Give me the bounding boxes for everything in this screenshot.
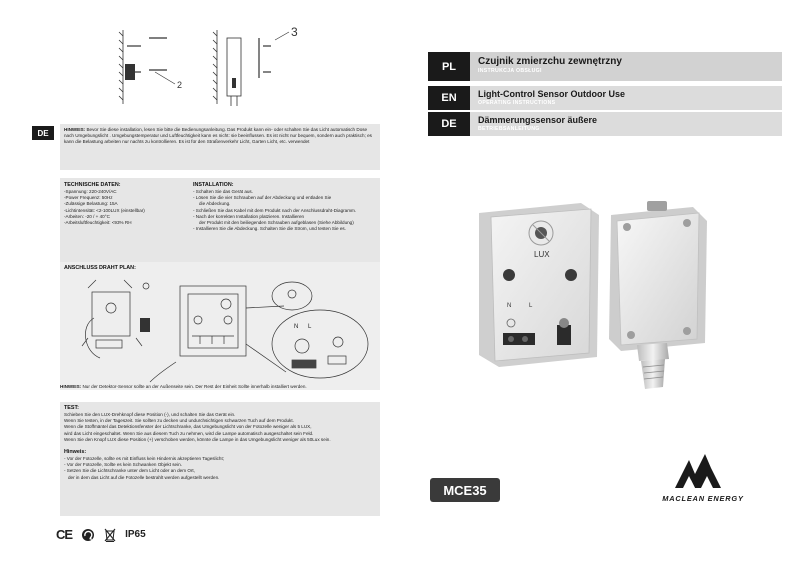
lang-title: Dämmerungssensor äußere — [478, 115, 598, 125]
install-steps — [193, 182, 378, 232]
notes-title: Hinweis: — [64, 449, 87, 456]
ip65-mark: IP65 — [125, 529, 146, 540]
lang-row-de — [428, 112, 782, 136]
tech-item: -Arbeitsluftfeuchtigkeit: <93% RH — [64, 220, 132, 226]
weee-bin-icon — [104, 528, 116, 542]
model-badge: MCE35 — [430, 478, 500, 502]
right-page — [401, 0, 802, 567]
wall-left — [119, 30, 123, 104]
intro-panel — [60, 124, 380, 170]
mounting-figure — [105, 22, 315, 112]
sensor-lid-closed — [609, 201, 707, 389]
test-title: TEST: — [64, 405, 79, 411]
de-section-tag: DE — [32, 126, 54, 140]
install-item: - Nach der korrekten Installation platzieren. Installieren — [193, 213, 305, 219]
maclean-logo-icon — [633, 448, 773, 494]
install-title: INSTALLATION: — [193, 182, 234, 188]
tech-item: -Lichtintensität: <2-100LUX (einstellbar) — [64, 207, 145, 213]
lang-code: DE — [428, 112, 470, 136]
tech-item: -Zulässige Belastung: 15A — [64, 201, 118, 207]
install-item: - Schließen Sie das Kabel mit dem Produkt nach der Anschlussdraht-Diagramm. — [193, 207, 357, 213]
note-line: der in dem das Licht auf die Fotozelle bestrahlt werden aufgestellt werden. — [68, 474, 220, 480]
tech-item: -Arbeiten: -20 / + 40°C — [64, 213, 110, 219]
lux-label: LUX — [534, 250, 550, 259]
sensor-back-left — [125, 64, 135, 80]
brand-logo — [633, 448, 773, 508]
lang-code: PL — [428, 52, 470, 81]
lang-code: EN — [428, 86, 470, 110]
install-item: - Lösen Sie die vier Schrauben auf der Abdeckung und entladen Sie — [193, 195, 332, 201]
lang-row-pl — [428, 52, 782, 81]
terminal-n-label: N — [507, 303, 512, 309]
install-item: - Schalten Sie das Gerät aus. — [193, 189, 254, 194]
tech-item: -Power Frequenz: 50Hz — [64, 195, 113, 201]
lang-row-en — [428, 86, 782, 110]
lang-title: Light-Control Sensor Outdoor Use — [478, 89, 625, 99]
figure-label-3: 3 — [291, 25, 298, 39]
install-item: - Installieren Sie die Abdeckung. Schalten Sie die Strom, und testen Sie es. — [193, 226, 346, 232]
diagram-title: ANSCHLUSS DRAHT PLAN: — [64, 265, 136, 271]
terminal-l-label: L — [529, 303, 533, 309]
lang-subtitle: OPERATING INSTRUCTIONS — [478, 100, 556, 106]
screw-set-right — [259, 38, 271, 78]
sensor-board — [180, 286, 246, 356]
wiring-diagram — [80, 278, 370, 386]
test-line: Schieben Sie den LUX-Drehknopf diese Position (-), und schalten Sie das Gerät ein. — [64, 412, 236, 417]
detail-bubble — [272, 310, 368, 378]
recycle-icon — [81, 528, 95, 542]
wall-right — [213, 30, 217, 104]
note-line: - Setzen Sie die Lichtschranke unter dem Licht oder an dem Ort, — [64, 468, 195, 474]
hinweis-note: HINWEIS: Nur der Detektor-Sensor sollte an der Außenseite sein. Der Rest der Einheit Sollte innerhalb installiert werden. — [60, 384, 307, 389]
certification-marks — [56, 527, 146, 542]
product-photo — [461, 195, 711, 395]
ce-mark: CE — [56, 527, 73, 542]
cable-gland — [637, 343, 669, 361]
tech-item: -Spannung: 220-240V/AC — [64, 189, 117, 194]
junction-box-left — [92, 292, 130, 336]
intro-text: HINWEIS: Bevor Sie diese installation, lesen Sie bitte die Bedienungsanleitung. Das Produkt kann ein- oder schalten Sie das Licht automatisch Dose nach Umgebungslicht . Umgebungstemperatur und Luftfeuchtigkeit kann es nicht: sie beeinflussen. Es ist nicht nur bequem, sondern auch praktisch; es kann die Belastung arbeiten nur nachts zu kontrollieren. Es ist für den Straßenverkehr Licht, Garten Licht, etc. verwendet — [64, 127, 372, 145]
lang-title: Czujnik zmierzchu zewnętrzny — [478, 56, 622, 67]
figure-label-2: 2 — [177, 80, 183, 90]
note-line: - Vor der Fotozelle, sollte es mit Einfluss kein Hindernis akzeptieren Tageslicht; — [64, 456, 225, 462]
tech-title: TECHNISCHE DATEN: — [64, 182, 121, 188]
install-item: die Abdeckung. — [199, 201, 231, 207]
diagram-label-n: N — [294, 324, 299, 330]
lang-subtitle: INSTRUKCJA OBSŁUGI — [478, 68, 542, 74]
diagram-label-l: L — [308, 324, 312, 330]
brand-name: MACLEAN ENERGY — [662, 494, 744, 503]
test-panel — [60, 402, 380, 516]
test-line: wird das Licht eingeschaltet. Wenn Sie aus diesem Tuch zu nehmen, wird die Lampe automatisch ausgeschaltet sein Feld. — [64, 430, 314, 436]
test-line: Wenn Sie den Knopf LUX diese Position (+) verschoben werden, könnte die Lampe in das Umgebungslicht weniger als 50Lux sein. — [64, 436, 331, 442]
terminal-block — [503, 333, 535, 345]
note-line: - Vor der Fotozelle, Sollte es kein Schwanken Objekt sein. — [64, 462, 182, 468]
tech-data — [64, 182, 188, 226]
test-line: Wenn die Stoffmäntel das Detektionsfenster der Lichtschranke, das Umgebungslicht von der Fotozelle weniger als 5 LUX, — [64, 424, 312, 430]
lang-subtitle: BETRIEBSANLEITUNG — [478, 126, 540, 132]
tech-install-panel — [60, 178, 380, 262]
sensor-base-open — [479, 203, 599, 367]
test-line: Wenn Sie testen, in der Tageszeit. Sie sollten zu decken und undurchsichtigen schwarzen Tuch auf dem Produkt. — [64, 418, 294, 424]
wiring-diagram-panel — [60, 262, 380, 390]
install-item: der Produkt mit den beiliegenden Schrauben aufgeblasen (Siehe Abbildung) — [199, 220, 354, 226]
